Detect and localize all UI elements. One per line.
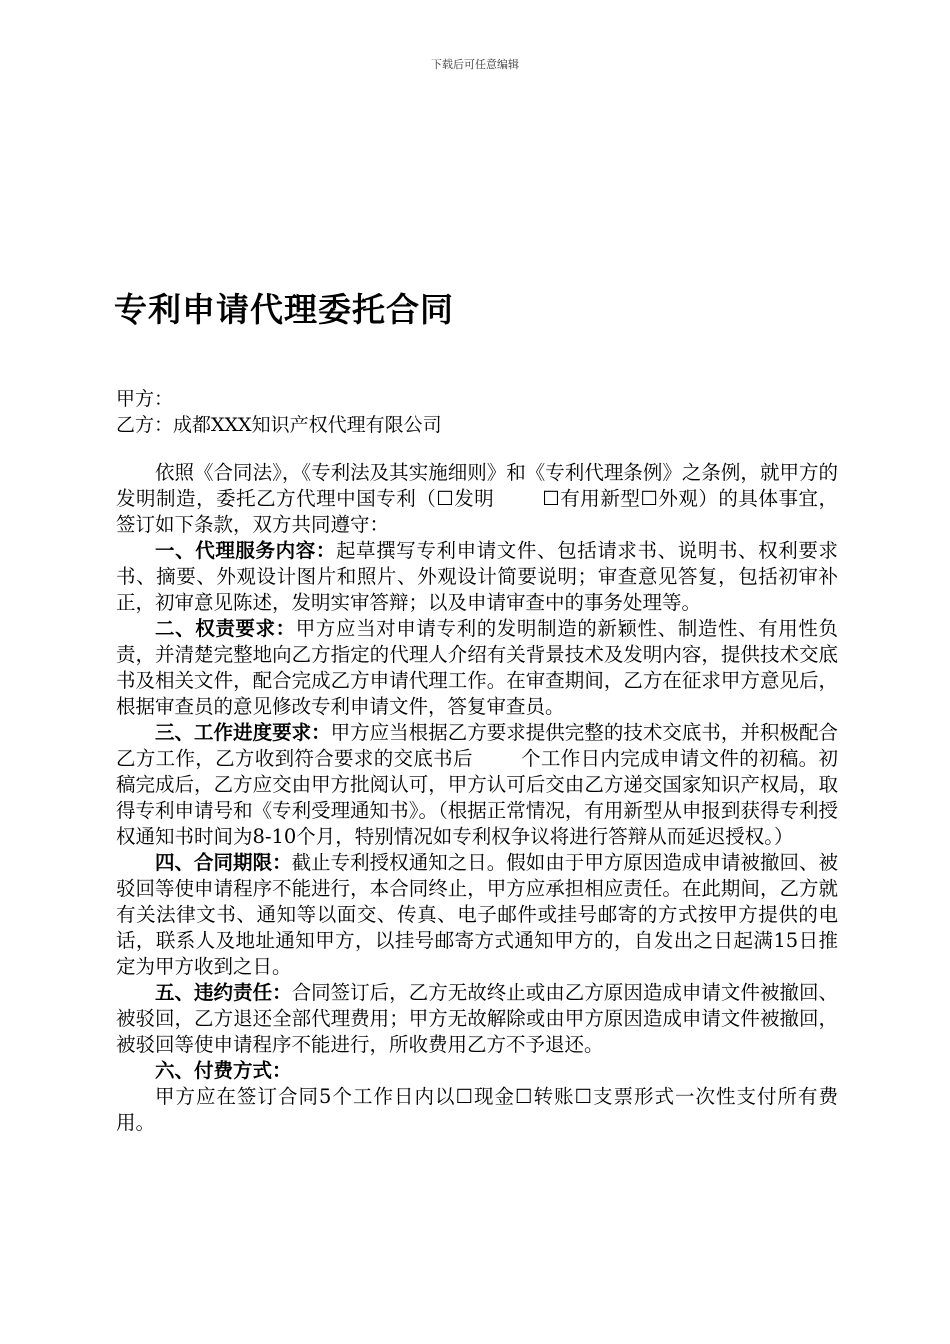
clause-4-heading: 四、合同期限：	[155, 851, 292, 874]
clause-4-paragraph	[116, 850, 838, 980]
clause-1-heading: 一、代理服务内容：	[155, 539, 336, 562]
preamble-paragraph	[116, 460, 838, 538]
party-b-line: 乙方：成都XXX知识产权代理有限公司	[116, 414, 442, 436]
document-title: 专利申请代理委托合同	[114, 290, 454, 329]
clause-6-heading-paragraph	[116, 1058, 838, 1084]
header-note: 下载后可任意编辑	[431, 58, 519, 71]
clause-3-text-before-blank: 甲方应当根据乙方要求提供完整的技术交底书，并积极配合乙方工作，乙方收到符合要求的交底书后	[116, 721, 838, 770]
clause-5-paragraph	[116, 980, 838, 1058]
clause-6-heading: 六、付费方式：	[155, 1059, 292, 1082]
clause-6-paragraph	[116, 1084, 838, 1136]
clause-3-text-after-blank: 个工作日内完成申请文件的初稿。初稿完成后，乙方应交由甲方批阅认可，甲方认可后交由乙方递交国家知识产权局，取得专利申请号和《专利受理通知书》。（根据正常情况，有用新型从申报到获得专利授权通知书时间为8-10个月，特别情况如专利权争议将进行答辩从而延迟授权。）	[116, 747, 838, 848]
clause-5-text: 合同签订后，乙方无故终止或由乙方原因造成申请文件被撤回、被驳回，乙方退还全部代理费用；甲方无故解除或由甲方原因造成申请文件被撤回，被驳回等使申请程序不能进行，所收费用乙方不予退还。	[116, 981, 838, 1056]
clause-6-text: 甲方应在签订合同5个工作日内以☐现金☐转账☐支票形式一次性支付所有费用。	[116, 1085, 838, 1134]
parties-block	[116, 386, 836, 438]
clause-4-text: 截止专利授权通知之日。假如由于甲方原因造成申请被撤回、被驳回等使申请程序不能进行，本合同终止，甲方应承担相应责任。在此期间，乙方就有关法律文书、通知等以面交、传真、电子邮件或挂号邮寄的方式按甲方提供的电话，联系人及地址通知甲方，以挂号邮寄方式通知甲方的，自发出之日起满15日推定为甲方收到之日。	[116, 851, 838, 978]
clause-2-heading: 二、权责要求：	[155, 617, 296, 640]
clause-3-paragraph	[116, 720, 838, 850]
clause-1-paragraph	[116, 538, 838, 616]
clause-5-heading: 五、违约责任：	[155, 981, 292, 1004]
clause-2-paragraph	[116, 616, 838, 720]
party-a-line: 甲方：	[116, 388, 174, 410]
clause-1-text: 起草撰写专利申请文件、包括请求书、说明书、权利要求书、摘要、外观设计图片和照片、外观设计简要说明；审查意见答复，包括初审补正，初审意见陈述，发明实审答辩；以及申请审查中的事务处理等。	[116, 539, 838, 614]
preamble-text-part2: ☐有用新型☐外观）的具体事宜，签订如下条款，双方共同遵守：	[116, 487, 838, 536]
contract-body	[116, 460, 838, 1136]
clause-3-heading: 三、工作进度要求：	[155, 721, 331, 744]
clause-2-text: 甲方应当对申请专利的发明制造的新颖性、制造性、有用性负责，并清楚完整地向乙方指定的代理人介绍有关背景技术及发明内容，提供技术交底书及相关文件，配合完成乙方申请代理工作。在审查期间，乙方在征求甲方意见后，根据审查员的意见修改专利申请文件，答复审查员。	[116, 617, 838, 718]
preamble-text-part1: 依照《合同法》，《专利法及其实施细则》和《专利代理条例》之条例，就甲方的发明制造，委托乙方代理中国专利（☐发明	[116, 461, 838, 510]
